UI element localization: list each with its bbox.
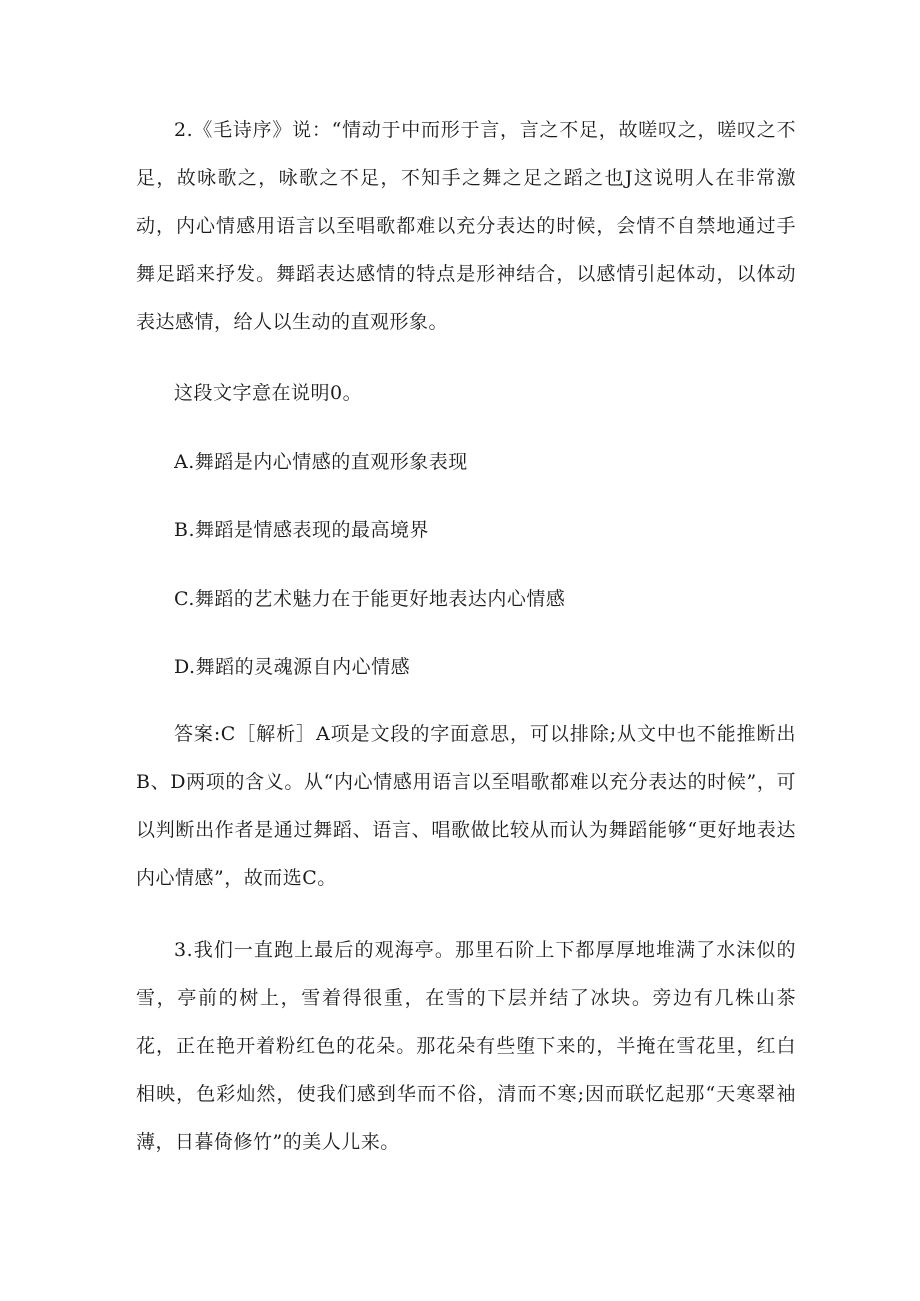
- option-c: C.舞蹈的艺术魅力在于能更好地表达内心情感: [174, 588, 566, 610]
- option-b: B.舞蹈是情感表现的最高境界: [174, 519, 430, 541]
- option-a: A.舞蹈是内心情感的直观形象表现: [174, 451, 468, 473]
- question-2-prompt: 这段文字意在说明0。: [174, 382, 363, 404]
- question-3-passage: 3.我们一直跑上最后的观海亭。那里石阶上下都厚厚地堆满了水沫似的雪，亭前的树上，雪着得很重，在雪的下层并结了冰块。旁边有几株山茶花，正在艳开着粉红色的花朵。那花朵有些堕下来的，半掩在雪花里，红白相映，色彩灿然，使我们感到华而不俗，清而不寒;因而联忆起那“天寒翠袖薄，日暮倚修竹”的美人儿来。: [136, 939, 796, 1153]
- option-d: D.舞蹈的灵魂源自内心情感: [174, 656, 411, 678]
- question-2-passage: 2.《毛诗序》说：“情动于中而形于言，言之不足，故嗟叹之，嗟叹之不足，故咏歌之，咏歌之不足，不知手之舞之足之蹈之也J这说明人在非常激动，内心情感用语言以至唱歌都难以充分表达的时候，会情不自禁地通过手舞足蹈来抒发。舞蹈表达感情的特点是形神结合，以感情引起体动，以体动表达感情，给人以生动的直观形象。: [136, 119, 796, 333]
- question-2-answer: 答案:C［解析］A项是文段的字面意思，可以排除;从文中也不能推断出B、D两项的含义。从“内心情感用语言以至唱歌都难以充分表达的时候”，可以判断出作者是通过舞蹈、语言、唱歌做比较从而认为舞蹈能够“更好地表达内心情感”，故而选C。: [136, 723, 796, 889]
